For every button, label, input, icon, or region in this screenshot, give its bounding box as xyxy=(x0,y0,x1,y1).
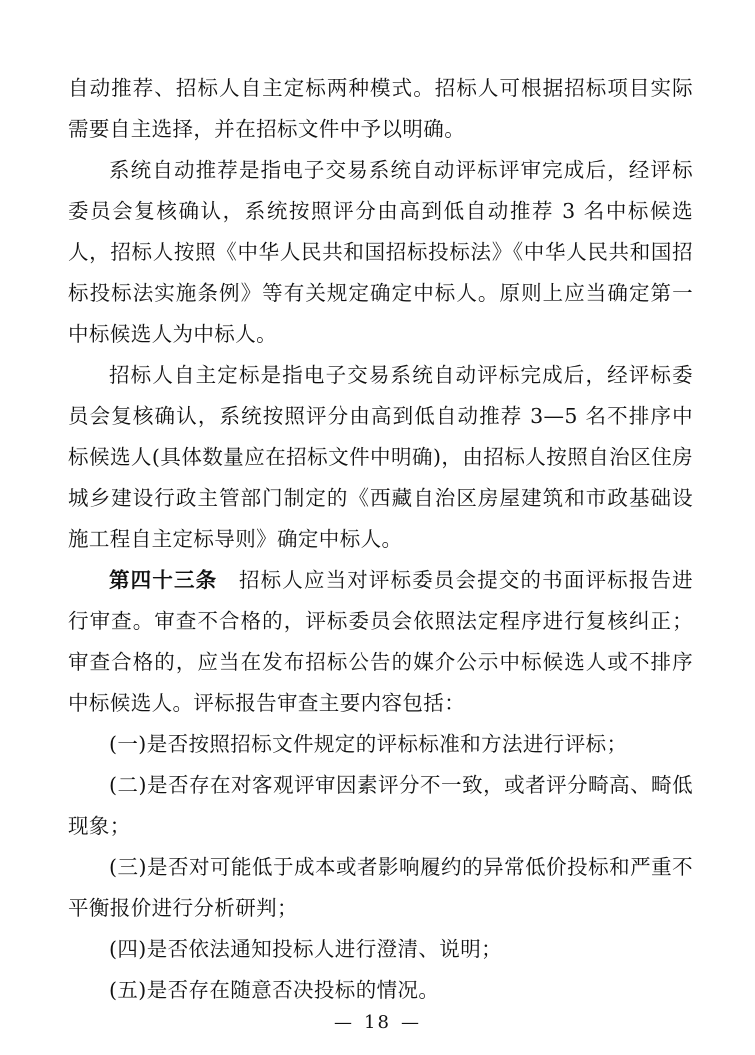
list-item-3: (三)是否对可能低于成本或者影响履约的异常低价投标和严重不平衡报价进行分析研判； xyxy=(68,855,693,920)
list-item-1: (一)是否按照招标文件规定的评标标准和方法进行评标； xyxy=(109,732,628,756)
footer-dash-left: — xyxy=(334,1012,355,1033)
list-item-5: (五)是否存在随意否决投标的情况。 xyxy=(109,978,440,1002)
document-body xyxy=(68,68,693,1011)
list-item-4: (四)是否依法通知投标人进行澄清、说明； xyxy=(109,937,502,961)
paragraph-3: 招标人自主定标是指电子交易系统自动评标完成后，经评标委员会复核确认，系统按照评分由高到低自动推荐 3—5 名不排序中标候选人(具体数量应在招标文件中明确)，由招标人按照自治区住房城乡建设行政主管部门制定的《西藏自治区房屋建筑和市政基础设施工程自主定标导则》确定中标人。 xyxy=(68,363,693,551)
paragraph-2: 系统自动推荐是指电子交易系统自动评标评审完成后，经评标委员会复核确认，系统按照评分由高到低自动推荐 3 名中标候选人，招标人按照《中华人民共和国招标投标法》《中华人民共和国招标投标法实施条例》等有关规定确定中标人。原则上应当确定第一中标候选人为中标人。 xyxy=(68,158,693,346)
footer-dash-right: — xyxy=(400,1012,421,1033)
article-43-text: 招标人应当对评标委员会提交的书面评标报告进行审查。审查不合格的，评标委员会依照法定程序进行复核纠正；审查合格的，应当在发布招标公告的媒介公示中标候选人或不排序中标候选人。评标报告审查主要内容包括： xyxy=(68,568,694,715)
page-footer xyxy=(0,1012,755,1033)
paragraph-1: 自动推荐、招标人自主定标两种模式。招标人可根据招标项目实际需要自主选择，并在招标文件中予以明确。 xyxy=(68,76,693,141)
list-item-2: (二)是否存在对客观评审因素评分不一致，或者评分畸高、畸低现象； xyxy=(68,773,693,838)
article-number-label: 第四十三条 xyxy=(109,568,218,592)
paragraph-article-43 xyxy=(68,560,693,724)
page-number: 18 xyxy=(364,1012,391,1033)
article-lead-gap xyxy=(217,568,239,592)
